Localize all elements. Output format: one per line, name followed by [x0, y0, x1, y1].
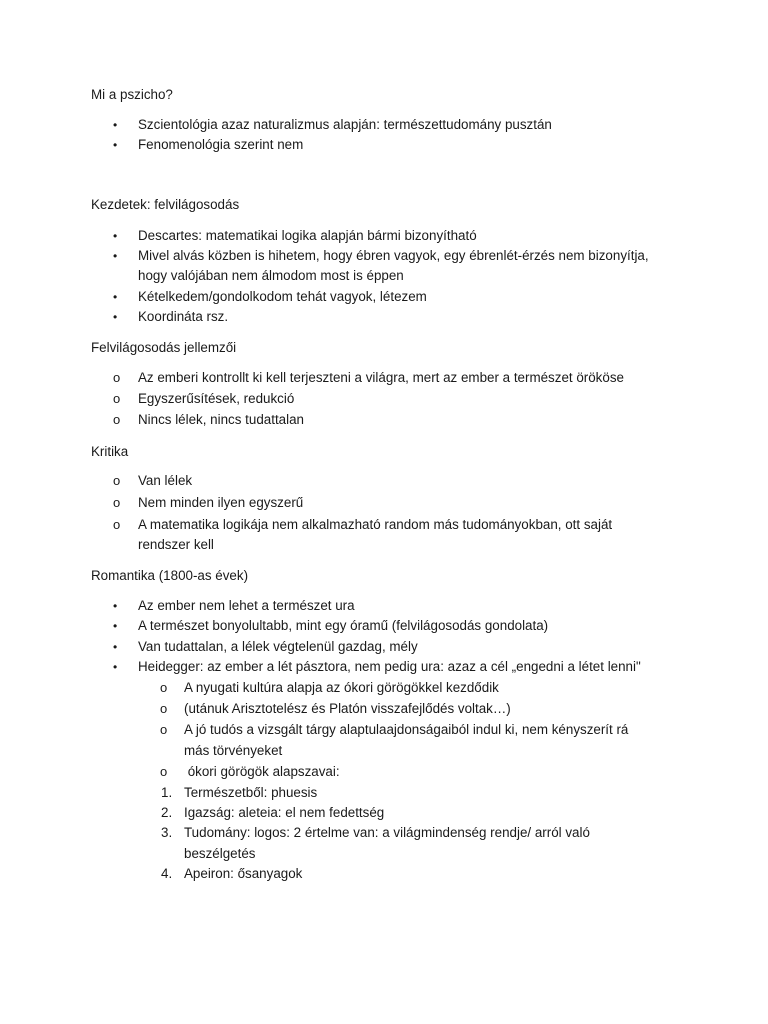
list-item: Nem minden ilyen egyszerű — [138, 495, 304, 510]
list-number: 2. — [161, 805, 173, 820]
numbered-item: Igazság: aleteia: el nem fedettség — [184, 805, 385, 820]
list-item-continuation: hogy valójában nem álmodom most is éppen — [138, 268, 404, 283]
bullet-marker: • — [113, 640, 118, 654]
circle-marker: o — [160, 722, 168, 737]
bullet-marker: • — [113, 599, 118, 613]
numbered-item: Tudomány: logos: 2 értelme van: a világmindenség rendje/ arról való — [184, 825, 590, 840]
heading-kezdetek: Kezdetek: felvilágosodás — [91, 197, 240, 212]
bullet-marker: • — [113, 118, 118, 132]
list-item: Descartes: matematikai logika alapján bármi bizonyítható — [138, 228, 477, 243]
circle-marker: o — [113, 473, 121, 488]
list-item: Van tudattalan, a lélek végtelenül gazdag, mély — [138, 639, 418, 654]
bullet-marker: • — [113, 229, 118, 243]
list-number: 1. — [161, 785, 173, 800]
sub-list-item: (utánuk Arisztotelész és Platón visszafejlődés voltak…) — [184, 701, 511, 716]
list-item: Kételkedem/gondolkodom tehát vagyok, létezem — [138, 289, 427, 304]
circle-marker: o — [113, 412, 121, 427]
list-item: Fenomenológia szerint nem — [138, 137, 304, 152]
circle-marker: o — [160, 701, 168, 716]
bullet-marker: • — [113, 138, 118, 152]
heading-romantika: Romantika (1800-as évek) — [91, 568, 249, 583]
circle-marker: o — [160, 764, 168, 779]
heading-mi-a-pszicho: Mi a pszicho? — [91, 87, 173, 102]
list-item: Szcientológia azaz naturalizmus alapján: természettudomány pusztán — [138, 117, 552, 132]
list-number: 3. — [161, 825, 173, 840]
bullet-marker: • — [113, 249, 118, 263]
list-item: A matematika logikája nem alkalmazható random más tudományokban, ott saját — [138, 517, 613, 532]
numbered-item: Apeiron: ősanyagok — [184, 866, 303, 881]
sub-list-item: A jó tudós a vizsgált tárgy alaptulaajdonságaiból indul ki, nem kényszerít rá — [184, 722, 629, 737]
bullet-marker: • — [113, 310, 118, 324]
list-item: Koordináta rsz. — [138, 309, 229, 324]
list-item: A természet bonyolultabb, mint egy óramű (felvilágosodás gondolata) — [138, 618, 549, 633]
list-item: Egyszerűsítések, redukció — [138, 391, 295, 406]
circle-marker: o — [113, 495, 121, 510]
circle-marker: o — [113, 391, 121, 406]
numbered-item-continuation: beszélgetés — [184, 846, 256, 861]
list-item: Az emberi kontrollt ki kell terjeszteni a világra, mert az ember a természet örököse — [138, 370, 624, 385]
list-item: Nincs lélek, nincs tudattalan — [138, 412, 304, 427]
circle-marker: o — [113, 370, 121, 385]
circle-marker: o — [113, 517, 121, 532]
list-item: Az ember nem lehet a természet ura — [138, 598, 355, 613]
list-item: Van lélek — [138, 473, 193, 488]
heading-felvilagosodas-jellemzoi: Felvilágosodás jellemzői — [91, 340, 237, 355]
sub-list-item: ókori görögök alapszavai: — [184, 764, 340, 779]
bullet-marker: • — [113, 619, 118, 633]
heading-kritika: Kritika — [91, 444, 129, 459]
list-item-continuation: rendszer kell — [138, 537, 214, 552]
circle-marker: o — [160, 680, 168, 695]
list-item: Mivel alvás közben is hihetem, hogy ébren vagyok, egy ébrenlét-érzés nem bizonyítja, — [138, 248, 649, 263]
numbered-item: Természetből: phuesis — [184, 785, 318, 800]
bullet-marker: • — [113, 660, 118, 674]
sub-list-item-continuation: más törvényeket — [184, 743, 283, 758]
bullet-marker: • — [113, 290, 118, 304]
list-item: Heidegger: az ember a lét pásztora, nem pedig ura: azaz a cél „engedni a létet lenni" — [138, 659, 641, 674]
list-number: 4. — [161, 866, 173, 881]
sub-list-item: A nyugati kultúra alapja az ókori görögökkel kezdődik — [184, 680, 499, 695]
